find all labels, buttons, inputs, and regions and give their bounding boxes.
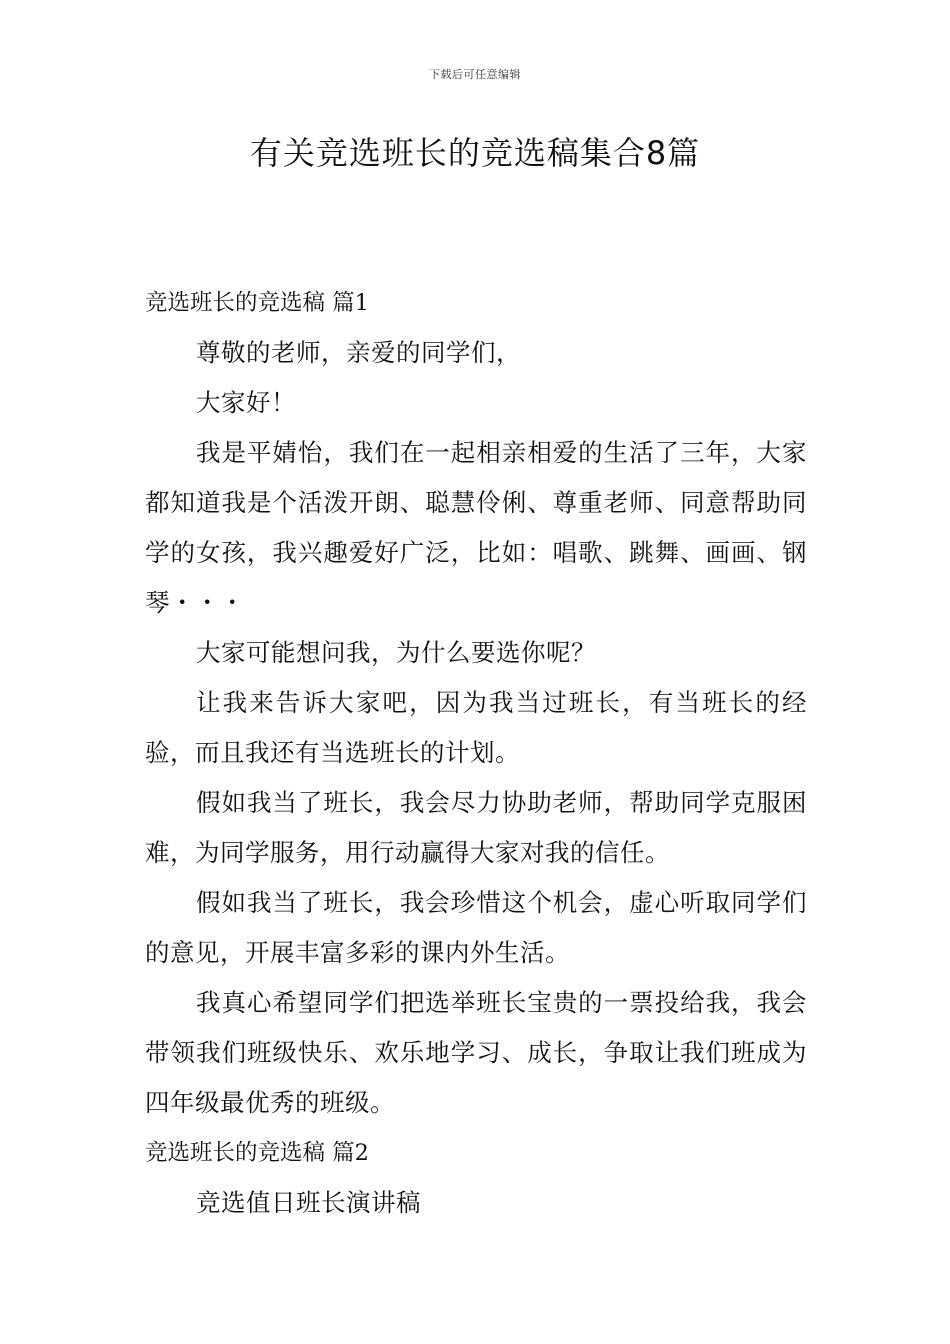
paragraph: 竞选值日班长演讲稿 [196, 1188, 421, 1217]
paragraph: 假如我当了班长，我会珍惜这个机会，虚心听取同学们的意见，开展丰富多彩的课内外生活。 [145, 888, 807, 967]
paragraph: 大家可能想问我，为什么要选你呢？ [196, 638, 596, 667]
paragraph: 尊敬的老师，亲爱的同学们， [196, 338, 521, 367]
paragraph: 让我来告诉大家吧，因为我当过班长，有当班长的经验，而且我还有当选班长的计划。 [145, 688, 807, 767]
document-body [145, 278, 807, 1228]
paragraph: 我真心希望同学们把选举班长宝贵的一票投给我，我会带领我们班级快乐、欢乐地学习、成长，争取让我们班成为四年级最优秀的班级。 [145, 988, 807, 1117]
document-title: 有关竞选班长的竞选稿集合8篇 [249, 134, 701, 172]
paragraph: 假如我当了班长，我会尽力协助老师，帮助同学克服困难，为同学服务，用行动赢得大家对我的信任。 [145, 788, 807, 867]
header-note: 下载后可任意编辑 [429, 68, 521, 81]
section-2 [145, 1128, 807, 1228]
paragraph: 大家好！ [196, 388, 296, 417]
section-1 [145, 278, 807, 1128]
paragraph: 我是平婧怡，我们在一起相亲相爱的生活了三年，大家都知道我是个活泼开朗、聪慧伶俐、尊重老师、同意帮助同学的女孩，我兴趣爱好广泛，比如：唱歌、跳舞、画画、钢琴・・・ [145, 438, 807, 617]
section-heading: 竞选班长的竞选稿 篇2 [145, 1140, 369, 1166]
section-heading: 竞选班长的竞选稿 篇1 [145, 290, 369, 316]
